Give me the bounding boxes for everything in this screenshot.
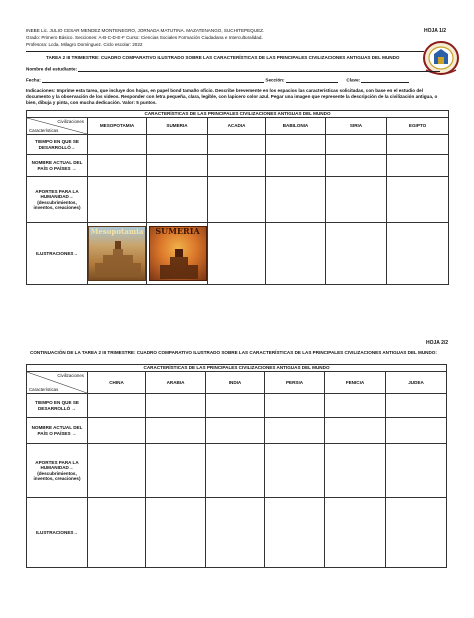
table2-cell[interactable] — [206, 444, 265, 498]
sumeria-illustration-cell — [147, 223, 208, 285]
comparison-table-1 — [26, 110, 449, 285]
table2-cell[interactable] — [206, 498, 265, 568]
table1-row-contributions: APORTES PARA LA HUMANIDAD→ (descubrimientos, inventos, creaciones) — [27, 177, 88, 223]
student-name-row — [26, 66, 440, 72]
table2-title: CARACTERÍSTICAS DE LAS PRINCIPALES CIVILIZACIONES ANTIGUAS DEL MUNDO — [27, 365, 447, 372]
table2-cell[interactable] — [88, 498, 146, 568]
table2-cell[interactable] — [386, 418, 447, 444]
instructions: Indicaciones: Imprime esta tarea, que incluye dos hojas, en papel bond tamaño oficio. Describe brevemente en los espacios las características solicitadas, con base en el estudio del documento y la observación de los videos. Responder con letra pequeña, clara, legible, con lapicero color azul. Pegar una imagen que represente la descripción de la civilización antigua, o bien, dibuja y pinta, con mucha dedicación. Valor: 5 puntos. — [26, 88, 438, 105]
teacher-line: Profesora: Lcda. Milagro Domínguez. Ciclo escolar: 2022 — [26, 42, 143, 47]
table2-cell[interactable] — [88, 394, 146, 418]
table2-cell[interactable] — [325, 394, 386, 418]
table1-cell[interactable] — [266, 177, 326, 223]
table1-cell[interactable] — [208, 155, 266, 177]
table1-cell[interactable] — [88, 177, 147, 223]
table2-col-china: CHINA — [88, 372, 146, 394]
student-name-field[interactable] — [78, 66, 440, 72]
table1-cell[interactable] — [326, 155, 387, 177]
table1-cell[interactable] — [387, 223, 449, 285]
table1-row-illustrations: ILUSTRACIONES→ — [27, 223, 88, 285]
table1-corner-cell — [27, 118, 88, 135]
table2-cell[interactable] — [386, 394, 447, 418]
table1-cell[interactable] — [387, 177, 449, 223]
comparison-table-2 — [26, 364, 447, 568]
table1-cell[interactable] — [147, 135, 208, 155]
table1-cell[interactable] — [208, 177, 266, 223]
table2-cell[interactable] — [146, 394, 206, 418]
table2-cell[interactable] — [325, 498, 386, 568]
table1-col-egipto: EGIPTO — [387, 118, 449, 135]
table2-col-arabia: ARABIA — [146, 372, 206, 394]
table1-title: CARACTERÍSTICAS DE LAS PRINCIPALES CIVILIZACIONES ANTIGUAS DEL MUNDO — [27, 111, 449, 118]
table2-col-persia: PERSIA — [265, 372, 325, 394]
table1-col-siria: SIRIA — [326, 118, 387, 135]
table2-cell[interactable] — [265, 498, 325, 568]
table2-cell[interactable] — [265, 444, 325, 498]
table1-col-acadia: ACADIA — [208, 118, 266, 135]
date-label: Fecha: — [26, 77, 41, 83]
mesopotamia-image-text: Mesopotamia — [90, 227, 144, 236]
table1-cell[interactable] — [147, 177, 208, 223]
table1-cell[interactable] — [326, 177, 387, 223]
table2-col-india: INDIA — [206, 372, 265, 394]
task2-title: CONTINUACIÓN DE LA TAREA 2 III TRIMESTRE: CUADRO COMPARATIVO ILUSTRADO SOBRE LAS CARACTERÍSTICAS DE LAS PRINCIPALES CIVILIZACIONES ANTIGUAS DEL MUNDO: — [30, 350, 437, 355]
table2-row-country: NOMBRE ACTUAL DEL PAÍS O PAÍSES → — [27, 418, 88, 444]
mesopotamia-illustration-cell — [88, 223, 147, 285]
task1-title: TAREA 2 III TRIMESTRE: CUADRO COMPARATIVO ILUSTRADO SOBRE LAS CARACTERÍSTICAS DE LAS PRINCIPALES CIVILIZACIONES ANTIGUAS DEL MUNDO — [46, 55, 400, 60]
date-field[interactable] — [42, 77, 264, 83]
table2-row-contributions: APORTES PARA LA HUMANIDAD→ (descubrimientos, inventos, creaciones) — [27, 444, 88, 498]
school-header-line: INEBE Lic. JULIO CESAR MENDEZ MONTENEGRO, JORNADA MATUTINA. MAZATENANGO, SUCHITEPEQUEZ. — [26, 28, 265, 33]
table1-cell[interactable] — [208, 223, 266, 285]
table2-cell[interactable] — [325, 418, 386, 444]
table2-corner-top: Civilizaciones — [57, 373, 84, 378]
date-section-row — [26, 77, 409, 83]
table2-row-time: TIEMPO EN QUE SE DESARROLLÓ → — [27, 394, 88, 418]
table1-cell[interactable] — [88, 155, 147, 177]
table1-cell[interactable] — [208, 135, 266, 155]
student-name-label: Nombre del estudiante: — [26, 66, 78, 72]
table1-cell[interactable] — [326, 223, 387, 285]
table2-cell[interactable] — [146, 444, 206, 498]
table2-cell[interactable] — [386, 498, 447, 568]
table1-corner-bottom: Características — [29, 127, 59, 133]
key-label: Clave: — [346, 77, 361, 83]
table1-row-time: TIEMPO EN QUE SE DESARROLLÓ→ — [27, 135, 88, 155]
table2-cell[interactable] — [325, 444, 386, 498]
table1-cell[interactable] — [147, 155, 208, 177]
table2-cell[interactable] — [146, 498, 206, 568]
table1-cell[interactable] — [266, 223, 326, 285]
table2-cell[interactable] — [206, 394, 265, 418]
table1-cell[interactable] — [326, 135, 387, 155]
table2-cell[interactable] — [265, 394, 325, 418]
table2-col-judea: JUDEA — [386, 372, 447, 394]
table2-corner-bottom: Características — [29, 386, 59, 392]
table2-cell[interactable] — [88, 444, 146, 498]
table1-cell[interactable] — [266, 135, 326, 155]
page-number-2: HOJA 2/2 — [426, 340, 449, 346]
table1-cell[interactable] — [266, 155, 326, 177]
table1-corner-top: Civilizaciones — [57, 119, 84, 124]
table1-row-country: NOMBRE ACTUAL DEL PAÍS O PAÍSES → — [27, 155, 88, 177]
sumeria-image — [149, 226, 207, 281]
sumeria-image-text: SUMERIA — [155, 226, 200, 236]
table2-cell[interactable] — [265, 418, 325, 444]
header-rule — [26, 51, 424, 52]
table2-corner-cell — [27, 372, 88, 394]
grade-course-line: Grado: Primero Básico. Secciones: A-B-C-D-E-F Curso: Ciencias Sociales Formación Ciudadana e Interculturalidad. — [26, 35, 263, 40]
table2-cell[interactable] — [88, 418, 146, 444]
key-field[interactable] — [361, 77, 409, 83]
table2-cell[interactable] — [386, 444, 447, 498]
table1-col-babilonia: BABILONIA — [266, 118, 326, 135]
table2-cell[interactable] — [206, 418, 265, 444]
section-label: Sección: — [265, 77, 285, 83]
table1-cell[interactable] — [387, 135, 449, 155]
table2-cell[interactable] — [146, 418, 206, 444]
table2-col-fenicia: FENICIA — [325, 372, 386, 394]
table1-col-mesopotamia: MESOPOTAMIA — [88, 118, 147, 135]
table1-col-sumeria: SUMERIA — [147, 118, 208, 135]
section-field[interactable] — [286, 77, 338, 83]
table2-row-illustrations: ILUSTRACIONES→ — [27, 498, 88, 568]
table1-cell[interactable] — [387, 155, 449, 177]
table1-cell[interactable] — [88, 135, 147, 155]
page-number-1: HOJA 1/2 — [424, 28, 447, 34]
mesopotamia-image — [88, 226, 146, 281]
